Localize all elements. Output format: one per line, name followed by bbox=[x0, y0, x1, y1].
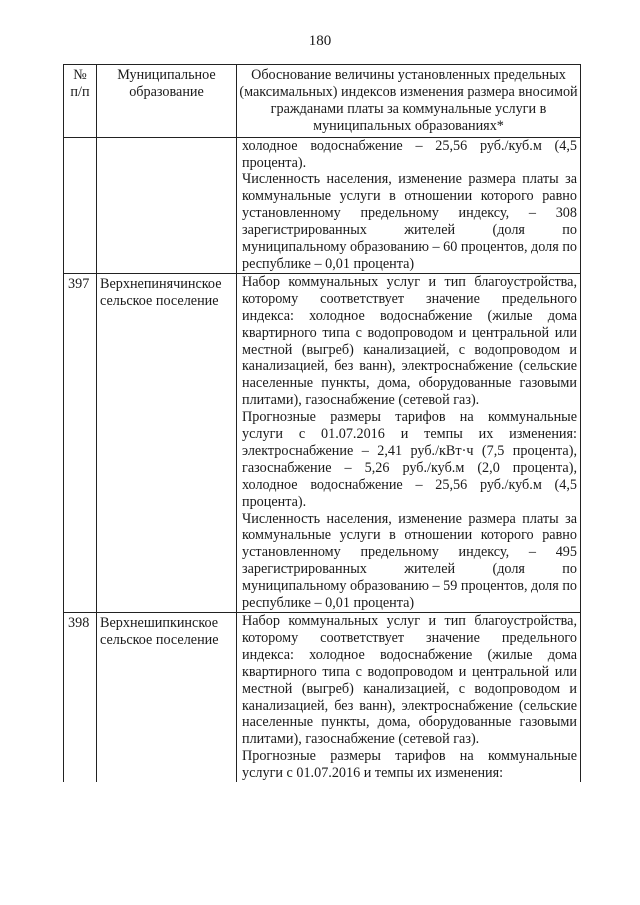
row-num: 398 bbox=[64, 613, 97, 783]
justification-paragraph: Прогнозные размеры тарифов на коммунальные услуги с 01.07.2016 и темпы их изменения: bbox=[242, 748, 577, 782]
tariff-table bbox=[63, 64, 581, 782]
row-justification bbox=[237, 613, 581, 783]
row-justification bbox=[237, 273, 581, 612]
row-municipality: Верхнешипкинское сельское поселение bbox=[97, 613, 237, 783]
row-municipality bbox=[97, 137, 237, 273]
header-num bbox=[64, 65, 97, 138]
row-num bbox=[64, 137, 97, 273]
justification-paragraph: холодное водоснабжение – 25,56 руб./куб.м (4,5 процента). bbox=[242, 137, 577, 171]
row-justification bbox=[237, 137, 581, 273]
header-justification-label: Обоснование величины установленных предельных (максимальных) индексов изменения размера вносимой гражданами платы за коммунальные услуги в муниципальных образованиях* bbox=[239, 67, 578, 134]
row-num: 397 bbox=[64, 273, 97, 612]
justification-paragraph: Набор коммунальных услуг и тип благоустройства, которому соответствует значение предельного индекса: холодное водоснабжение (жилые дома квартирного типа с водопроводом и центральной или местной (выгреб) канализацией, с водопроводом и канализацией, без ванн), электроснабжение (сельские населенные пункты, дома, оборудованные газовыми плитами), газоснабжение (сетевой газ). bbox=[242, 613, 577, 748]
header-justification bbox=[237, 65, 581, 138]
row-municipality: Верхнепинячинское сельское поселение bbox=[97, 273, 237, 612]
page-number: 180 bbox=[308, 33, 332, 49]
table-row bbox=[64, 613, 581, 783]
table-row bbox=[64, 273, 581, 612]
justification-paragraph: Набор коммунальных услуг и тип благоустройства, которому соответствует значение предельного индекса: холодное водоснабжение (жилые дома квартирного типа с водопроводом и центральной или местной (выгреб) канализацией, с водопроводом и канализацией, без ванн), электроснабжение (сельские населенные пункты, дома, оборудованные газовыми плитами), газоснабжение (сетевой газ). bbox=[242, 273, 577, 409]
justification-paragraph: Численность населения, изменение размера платы за коммунальные услуги в отношении которого равно установленному предельному индексу, – 308 зарегистрированных жителей (доля по муниципальному образованию – 60 процентов, доля по республике – 0,01 процента) bbox=[242, 171, 577, 272]
header-num-label: № п/п bbox=[70, 67, 90, 100]
justification-paragraph: Прогнозные размеры тарифов на коммунальные услуги с 01.07.2016 и темпы их изменения: электроснабжение – 2,41 руб./кВт·ч (7,5 процента), газоснабжение – 5,26 руб./куб.м (2,0 процента), холодное водоснабжение – 25,56 руб./куб.м (4,5 процента). bbox=[242, 409, 577, 510]
header-municipality bbox=[97, 65, 237, 138]
header-municipality-label: Муниципальное образование bbox=[117, 67, 216, 100]
table-header-row bbox=[64, 65, 581, 138]
table-row bbox=[64, 137, 581, 273]
justification-paragraph: Численность населения, изменение размера платы за коммунальные услуги в отношении которого равно установленному предельному индексу, – 495 зарегистрированных жителей (доля по муниципальному образованию – 59 процентов, доля по республике – 0,01 процента) bbox=[242, 510, 577, 612]
